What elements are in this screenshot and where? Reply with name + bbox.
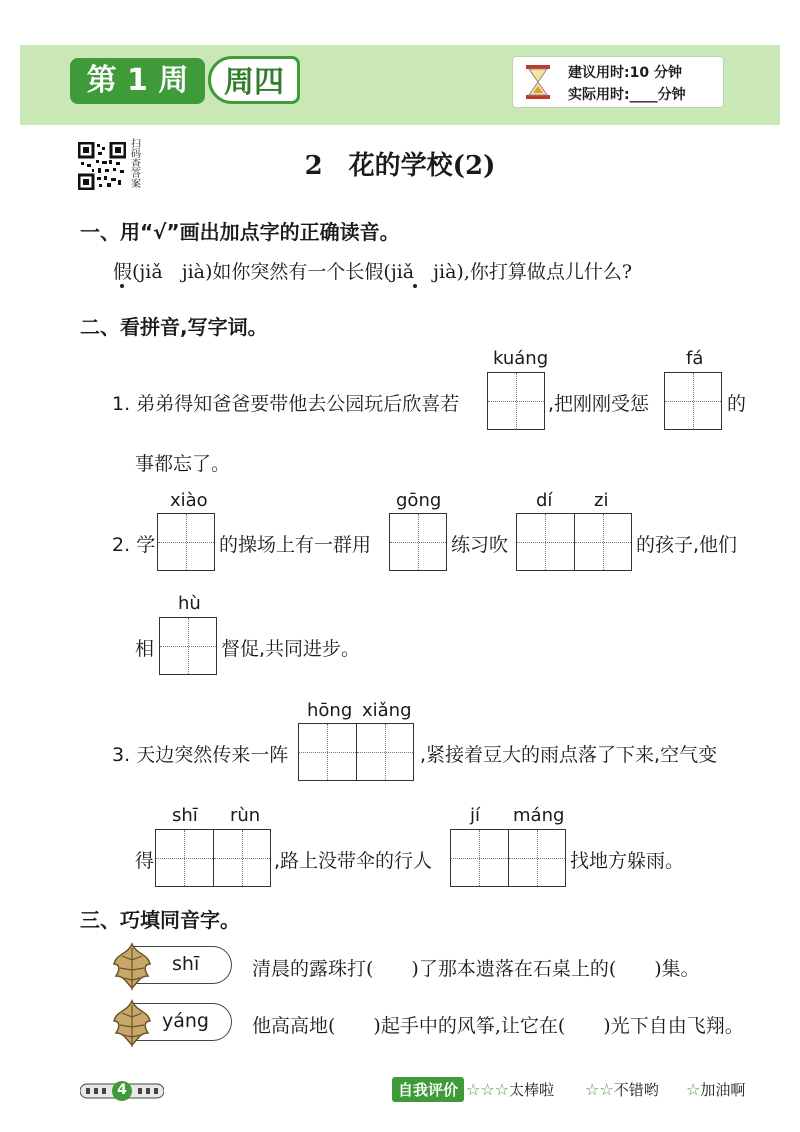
emphasis-dot bbox=[413, 284, 417, 288]
section1-heading: 一、用“√”画出加点字的正确读音。 bbox=[80, 220, 400, 244]
q3-text-b: ,紧接着豆大的雨点落了下来,空气变 bbox=[420, 744, 718, 766]
hourglass-icon bbox=[523, 64, 553, 100]
page-number-badge bbox=[80, 1080, 164, 1106]
rating-keep-going[interactable] bbox=[686, 1079, 745, 1100]
q1-answer-box-b[interactable] bbox=[664, 372, 722, 430]
q2-text-e: 相 bbox=[135, 638, 155, 660]
star-icon: ☆☆☆ bbox=[466, 1080, 510, 1099]
rating-great[interactable] bbox=[466, 1079, 554, 1100]
q2-answer-box-a[interactable] bbox=[157, 513, 215, 571]
qr-label: 扫码查答案 bbox=[131, 139, 141, 190]
q1-pinyin-a: kuáng bbox=[493, 348, 549, 369]
q2-pinyin-e: hù bbox=[178, 593, 201, 614]
q3-pinyin-d1: jí bbox=[470, 805, 481, 826]
actual-time-unit: 分钟 bbox=[657, 87, 686, 103]
self-eval-label: 自我评价 bbox=[392, 1077, 464, 1102]
q2-answer-box-e[interactable] bbox=[159, 617, 217, 675]
q1-text-d: 事都忘了。 bbox=[135, 453, 231, 475]
leaf-icon bbox=[108, 997, 156, 1049]
q3-answer-box-a[interactable] bbox=[298, 723, 414, 781]
time-box bbox=[512, 56, 724, 108]
page-title: 2 花的学校(2) bbox=[304, 151, 496, 181]
q2-text-a bbox=[112, 530, 155, 557]
star-icon: ☆☆ bbox=[585, 1080, 614, 1099]
rating-good[interactable] bbox=[585, 1079, 659, 1100]
q2-text-b: 的操场上有一群用 bbox=[219, 534, 372, 556]
q3-number: 3. bbox=[112, 744, 131, 766]
q3-pinyin-d2: máng bbox=[513, 805, 565, 826]
section3-pinyin-2: yáng bbox=[162, 1010, 209, 1032]
actual-time bbox=[568, 84, 686, 104]
section3-heading: 三、巧填同音字。 bbox=[80, 908, 240, 932]
q3-answer-box-d[interactable] bbox=[450, 829, 566, 887]
q1-number: 1. bbox=[112, 393, 131, 415]
section1-sentence: 假(jiǎ jià)如你突然有一个长假(jiǎ jià),你打算做点儿什么? bbox=[113, 261, 633, 283]
section2-heading: 二、看拼音,写字词。 bbox=[80, 315, 268, 339]
q3-text-d: ,路上没带伞的行人 bbox=[274, 850, 433, 872]
actual-time-label: 实际用时: bbox=[568, 87, 630, 103]
actual-time-blank[interactable]: ____ bbox=[629, 87, 658, 103]
q2-pinyin-c2: zi bbox=[594, 490, 609, 511]
q3-answer-box-c[interactable] bbox=[155, 829, 271, 887]
q2-pinyin-b: gōng bbox=[396, 490, 442, 511]
q3-pinyin-a1: hōng bbox=[307, 700, 353, 721]
emphasis-dot bbox=[120, 284, 124, 288]
page-number: 4 bbox=[117, 1082, 127, 1098]
q3-pinyin-a2: xiǎng bbox=[362, 700, 412, 721]
q1-answer-box-a[interactable] bbox=[487, 372, 545, 430]
q2-pinyin-c1: dí bbox=[536, 490, 553, 511]
q2-text-f: 督促,共同进步。 bbox=[221, 638, 361, 660]
q1-pinyin-b: fá bbox=[686, 348, 704, 369]
q1-text-b: ,把刚刚受惩 bbox=[548, 393, 650, 415]
q2-text-c: 练习吹 bbox=[451, 534, 509, 556]
q3-pinyin-c1: shī bbox=[172, 805, 198, 826]
q3-text-e: 找地方躲雨。 bbox=[570, 850, 685, 872]
section3-sentence-1: 清晨的露珠打( )了那本遗落在石桌上的( )集。 bbox=[252, 958, 700, 980]
q2-answer-box-b[interactable] bbox=[389, 513, 447, 571]
day-badge: 周四 bbox=[208, 56, 300, 104]
q2-answer-box-c[interactable] bbox=[516, 513, 632, 571]
rating-good-label: 不错哟 bbox=[613, 1081, 659, 1099]
suggested-time: 建议用时:10 分钟 bbox=[568, 65, 682, 81]
section3-pinyin-1: shī bbox=[172, 953, 200, 975]
rating-great-label: 太棒啦 bbox=[509, 1081, 555, 1099]
q2-sentence-start: 学 bbox=[136, 534, 156, 556]
q3-text-c: 得 bbox=[135, 850, 155, 872]
q1-text-a bbox=[112, 389, 459, 416]
leaf-icon bbox=[108, 940, 156, 992]
week-badge: 第 1 周 bbox=[70, 58, 205, 104]
q1-text-c: 的 bbox=[727, 393, 747, 415]
section3-sentence-2: 他高高地( )起手中的风筝,让它在( )光下自由飞翔。 bbox=[252, 1015, 744, 1037]
q2-text-d: 的孩子,他们 bbox=[636, 534, 738, 556]
star-icon: ☆ bbox=[686, 1080, 701, 1099]
q3-pinyin-c2: rùn bbox=[230, 805, 261, 826]
q3-text-a bbox=[112, 740, 288, 767]
rating-keep-going-label: 加油啊 bbox=[700, 1081, 746, 1099]
q2-pinyin-a: xiào bbox=[170, 490, 208, 511]
q2-number: 2. bbox=[112, 534, 131, 556]
q1-sentence-start: 弟弟得知爸爸要带他去公园玩后欣喜若 bbox=[136, 393, 460, 415]
q3-sentence-start: 天边突然传来一阵 bbox=[136, 744, 289, 766]
